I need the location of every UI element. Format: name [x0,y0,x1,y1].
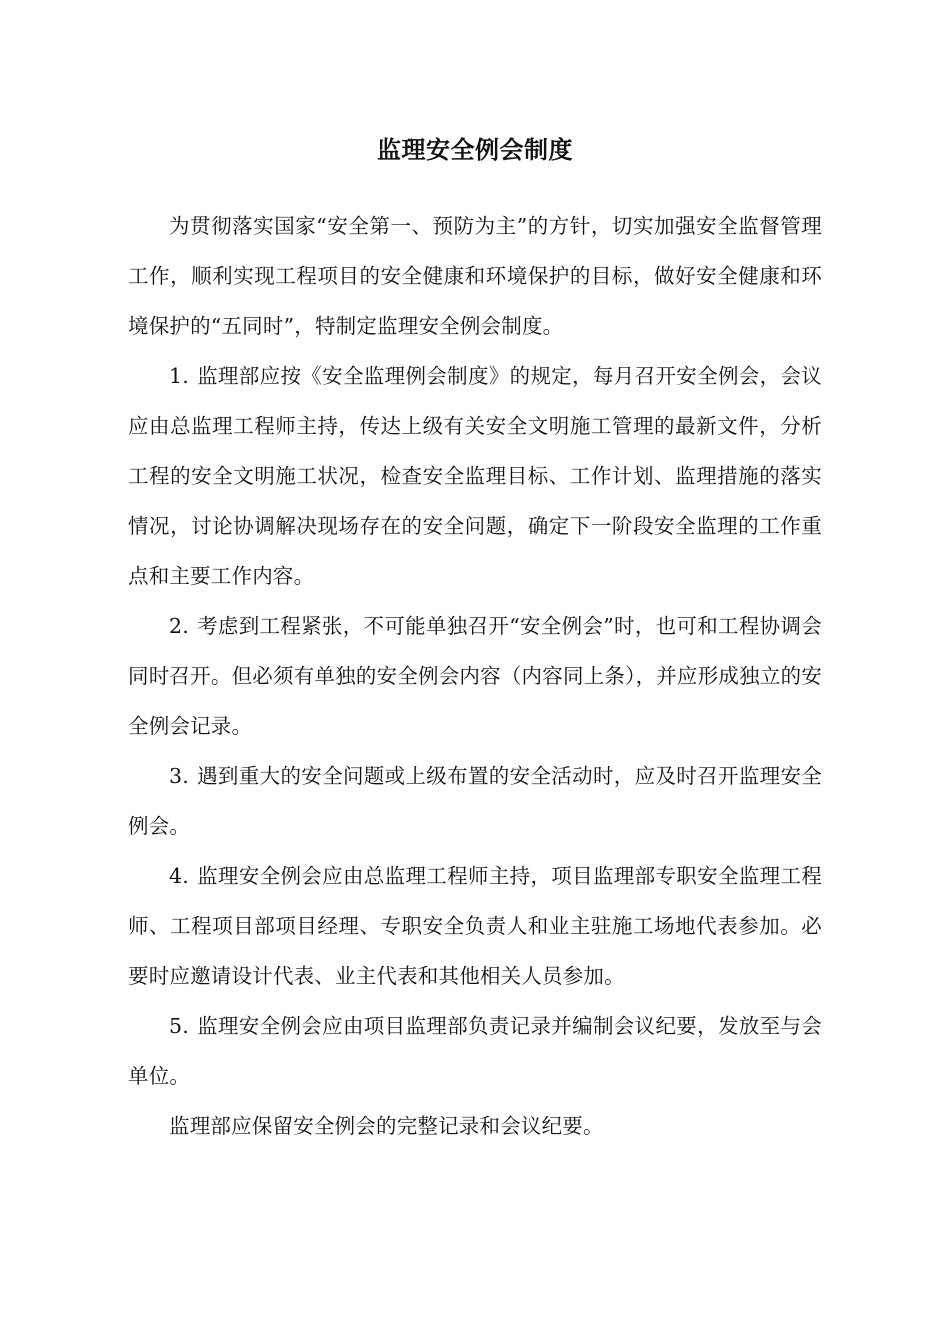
list-item-2 [128,601,822,751]
item-number: 3. [169,764,189,788]
list-item-1 [128,351,822,601]
item-text: 监理安全例会应由项目监理部负责记录并编制会议纪要，发放至与会单位。 [128,1014,822,1088]
item-number: 1. [169,364,189,388]
item-number: 5. [169,1014,189,1038]
item-text: 监理部应按《安全监理例会制度》的规定，每月召开安全例会，会议应由总监理工程师主持，传达上级有关安全文明施工管理的最新文件，分析工程的安全文明施工状况，检查安全监理目标、工作计划、监理措施的落实情况，讨论协调解决现场存在的安全问题，确定下一阶段安全监理的工作重点和主要工作内容。 [128,364,822,588]
list-item-5 [128,1001,822,1101]
document-title: 监理安全例会制度 [377,136,573,164]
intro-paragraph: 为贯彻落实国家“安全第一、预防为主”的方针，切实加强安全监督管理工作，顺利实现工程项目的安全健康和环境保护的目标，做好安全健康和环境保护的“五同时”，特制定监理安全例会制度。 [128,214,822,338]
document-body [128,201,822,1151]
item-number: 2. [169,614,189,638]
closing-paragraph: 监理部应保留安全例会的完整记录和会议纪要。 [169,1114,604,1138]
list-item-3 [128,751,822,851]
item-text: 监理安全例会应由总监理工程师主持，项目监理部专职安全监理工程师、工程项目部项目经理、专职安全负责人和业主驻施工场地代表参加。必要时应邀请设计代表、业主代表和其他相关人员参加。 [128,864,822,988]
item-text: 考虑到工程紧张，不可能单独召开“安全例会”时，也可和工程协调会同时召开。但必须有单独的安全例会内容（内容同上条），并应形成独立的安全例会记录。 [128,614,822,738]
item-number: 4. [169,864,189,888]
list-item-4 [128,851,822,1001]
item-text: 遇到重大的安全问题或上级布置的安全活动时，应及时召开监理安全例会。 [128,764,822,838]
